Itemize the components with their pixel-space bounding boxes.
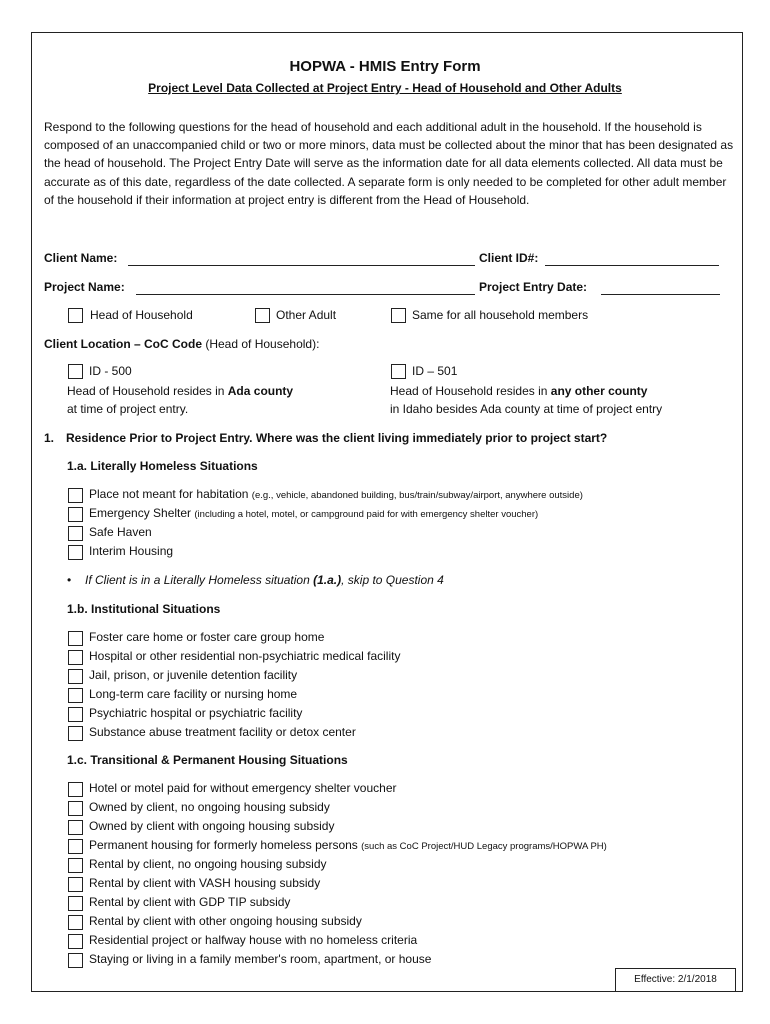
housing-option-text: Owned by client with ongoing housing subsidy (89, 819, 335, 833)
homeless-option-note: (e.g., vehicle, abandoned building, bus/train/subway/airport, anywhere outside) (251, 490, 583, 501)
housing-option-text: Rental by client with GDP TIP subsidy (89, 895, 291, 909)
housing-option-text: Residential project or halfway house with no homeless criteria (89, 933, 418, 947)
institutional-option-checkbox[interactable] (68, 631, 83, 646)
homeless-option-checkbox[interactable] (68, 526, 83, 541)
skip-pre: If Client is in a Literally Homeless situation (85, 573, 314, 587)
project-entry-date-field[interactable] (601, 294, 720, 295)
head-of-household-label: Head of Household (90, 308, 193, 322)
form-title: HOPWA - HMIS Entry Form (289, 58, 481, 75)
skip-instruction (67, 573, 444, 587)
section-1b-title: 1.b. Institutional Situations (67, 602, 221, 616)
id-500-desc-bold: Ada county (227, 384, 294, 398)
housing-option-checkbox[interactable] (68, 782, 83, 797)
effective-date: Effective: 2/1/2018 (615, 968, 736, 992)
housing-option-checkbox[interactable] (68, 934, 83, 949)
housing-option-checkbox[interactable] (68, 801, 83, 816)
same-for-all-checkbox[interactable] (391, 308, 406, 323)
homeless-option-label (89, 544, 173, 558)
form-intro: Respond to the following questions for the head of household and each additional adult in the household. If the household is composed of an unaccompanied child or two or more minors, data must be collected about the minor that has been designated as the head of household. The Project Entry Date will serve as the information date for all data elements collected. All data must be accurate as of this date, regardless of the date collected. A separate form is only needed to be completed for other adult member of the household if their information at project entry is different from the Head of Household. (44, 120, 734, 207)
client-location-label-bold: Client Location – CoC Code (44, 337, 203, 351)
question-1-number: 1. (44, 431, 55, 445)
id-500-desc-pre: Head of Household resides in (67, 384, 228, 398)
institutional-option-label (89, 687, 297, 701)
id-501-desc-bold: any other county (550, 384, 648, 398)
institutional-option-text: Foster care home or foster care group home (89, 630, 325, 644)
project-name-field[interactable] (136, 294, 475, 295)
housing-option-label (89, 933, 417, 947)
id-501-code: ID – 501 (412, 364, 458, 378)
homeless-option-checkbox[interactable] (68, 507, 83, 522)
homeless-option-text: Interim Housing (89, 544, 174, 558)
housing-option-checkbox[interactable] (68, 915, 83, 930)
id-501-desc-pre: Head of Household resides in (390, 384, 551, 398)
other-adult-label: Other Adult (276, 308, 337, 322)
housing-option-text: Hotel or motel paid for without emergency shelter voucher (89, 781, 397, 795)
housing-option-label (89, 838, 607, 852)
housing-option-label (89, 952, 431, 966)
housing-option-label (89, 895, 290, 909)
client-location-label-rest: (Head of Household): (202, 337, 320, 351)
project-entry-date-label: Project Entry Date: (479, 280, 588, 294)
housing-option-text: Permanent housing for formerly homeless persons (89, 838, 358, 852)
homeless-option-label (89, 506, 538, 520)
id-501-checkbox[interactable] (391, 364, 406, 379)
other-adult-checkbox[interactable] (255, 308, 270, 323)
institutional-option-text: Hospital or other residential non-psychiatric medical facility (89, 649, 401, 663)
homeless-option-label (89, 525, 152, 539)
housing-option-text: Owned by client, no ongoing housing subsidy (89, 800, 330, 814)
section-1a-title: 1.a. Literally Homeless Situations (67, 459, 258, 473)
institutional-option-checkbox[interactable] (68, 650, 83, 665)
id-501-desc-line2: in Idaho besides Ada county at time of project entry (390, 402, 663, 416)
institutional-option-label (89, 630, 324, 644)
head-of-household-checkbox[interactable] (68, 308, 83, 323)
institutional-option-text: Substance abuse treatment facility or detox center (89, 725, 356, 739)
institutional-option-checkbox[interactable] (68, 688, 83, 703)
question-1-text: Residence Prior to Project Entry. Where was the client living immediately prior to project start? (66, 431, 608, 445)
housing-option-text: Rental by client with other ongoing housing subsidy (89, 914, 362, 928)
section-1c-title: 1.c. Transitional & Permanent Housing Situations (67, 753, 348, 767)
housing-option-checkbox[interactable] (68, 953, 83, 968)
project-name-label: Project Name: (44, 280, 125, 294)
institutional-option-checkbox[interactable] (68, 707, 83, 722)
homeless-option-label (89, 487, 583, 501)
institutional-option-text: Psychiatric hospital or psychiatric facility (89, 706, 303, 720)
institutional-option-label (89, 725, 356, 739)
homeless-option-checkbox[interactable] (68, 545, 83, 560)
housing-option-label (89, 800, 330, 814)
institutional-option-checkbox[interactable] (68, 669, 83, 684)
client-id-label: Client ID#: (479, 251, 539, 265)
id-500-code: ID - 500 (89, 364, 132, 378)
homeless-option-text: Emergency Shelter (89, 506, 192, 520)
housing-option-text: Rental by client, no ongoing housing subsidy (89, 857, 327, 871)
housing-option-checkbox[interactable] (68, 820, 83, 835)
homeless-option-note: (including a hotel, motel, or campground paid for with emergency shelter voucher) (194, 509, 539, 520)
id-500-desc-line2: at time of project entry. (67, 402, 189, 416)
institutional-option-label (89, 706, 302, 720)
client-name-label: Client Name: (44, 251, 118, 265)
client-location-label (44, 337, 319, 351)
housing-option-text: Staying or living in a family member's room, apartment, or house (89, 952, 432, 966)
housing-option-text: Rental by client with VASH housing subsidy (89, 876, 321, 890)
skip-bold: (1.a.) (313, 573, 342, 587)
housing-option-checkbox[interactable] (68, 896, 83, 911)
housing-option-label (89, 857, 327, 871)
institutional-option-label (89, 668, 297, 682)
housing-option-checkbox[interactable] (68, 839, 83, 854)
client-id-field[interactable] (545, 265, 719, 266)
skip-post: , skip to Question 4 (341, 573, 444, 587)
institutional-option-label (89, 649, 400, 663)
housing-option-label (89, 876, 320, 890)
institutional-option-text: Long-term care facility or nursing home (89, 687, 298, 701)
housing-option-note: (such as CoC Project/HUD Legacy programs/HOPWA PH) (361, 841, 607, 852)
form-subtitle: Project Level Data Collected at Project Entry - Head of Household and Other Adults (148, 81, 622, 95)
homeless-option-text: Safe Haven (89, 525, 152, 539)
client-name-field[interactable] (128, 265, 475, 266)
housing-option-checkbox[interactable] (68, 858, 83, 873)
housing-option-checkbox[interactable] (68, 877, 83, 892)
id-501-desc-line1 (390, 382, 647, 400)
same-for-all-label: Same for all household members (412, 308, 589, 322)
homeless-option-text: Place not meant for habitation (89, 487, 249, 501)
bullet-dot-icon: • (67, 573, 72, 587)
homeless-option-checkbox[interactable] (68, 488, 83, 503)
housing-option-label (89, 914, 362, 928)
id-500-checkbox[interactable] (68, 364, 83, 379)
institutional-option-text: Jail, prison, or juvenile detention facility (89, 668, 298, 682)
question-1 (44, 431, 607, 445)
housing-option-label (89, 819, 334, 833)
id-500-desc-line1 (67, 382, 293, 400)
housing-option-label (89, 781, 396, 795)
institutional-option-checkbox[interactable] (68, 726, 83, 741)
